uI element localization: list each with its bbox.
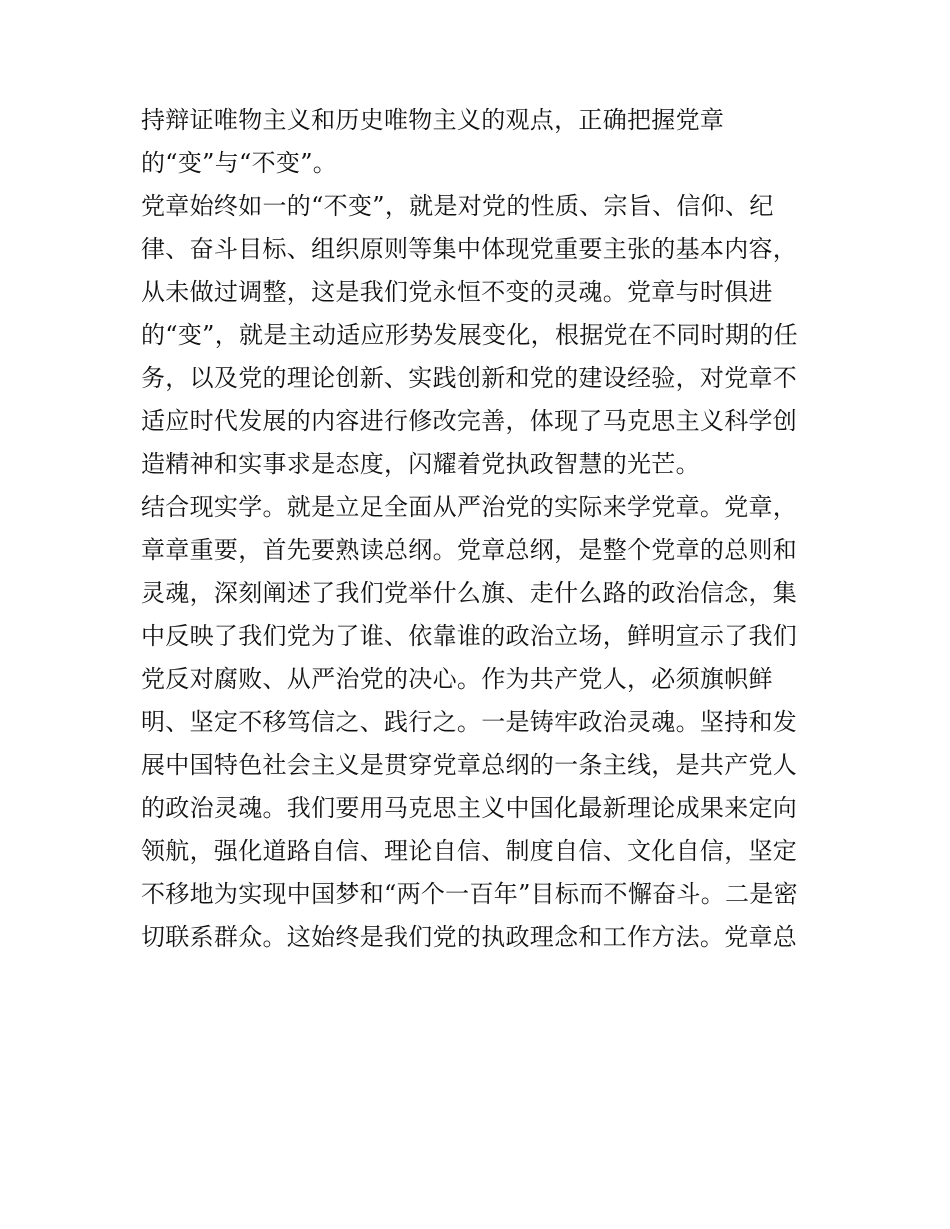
text-line: 的“变”与“不变”。	[141, 149, 338, 177]
text-line: 的“变”，就是主动适应形势发展变化，根据党在不同时期的任	[141, 321, 798, 349]
text-line: 律、奋斗目标、组织原则等集中体现党重要主张的基本内容，	[141, 235, 798, 263]
text-line: 的政治灵魂。我们要用马克思主义中国化最新理论成果来定向	[141, 794, 798, 822]
text-line: 章章重要，首先要熟读总纲。党章总纲，是整个党章的总则和	[141, 536, 798, 564]
text-line: 切联系群众。这始终是我们党的执政理念和工作方法。党章总	[141, 923, 798, 951]
text-line: 从未做过调整，这是我们党永恒不变的灵魂。党章与时俱进	[141, 278, 773, 306]
text-line: 持辩证唯物主义和历史唯物主义的观点，正确把握党章	[141, 106, 725, 134]
text-line: 务，以及党的理论创新、实践创新和党的建设经验，对党章不	[141, 364, 798, 392]
text-line: 中反映了我们党为了谁、依靠谁的政治立场，鲜明宣示了我们	[141, 622, 798, 650]
text-line: 结合现实学。就是立足全面从严治党的实际来学党章。党章，	[141, 493, 798, 521]
text-line: 明、坚定不移笃信之、践行之。一是铸牢政治灵魂。坚持和发	[141, 708, 798, 736]
text-line: 适应时代发展的内容进行修改完善，体现了马克思主义科学创	[141, 407, 798, 435]
body-text	[141, 108, 821, 968]
text-line: 党章始终如一的“不变”，就是对党的性质、宗旨、信仰、纪	[141, 192, 774, 220]
text-line: 领航，强化道路自信、理论自信、制度自信、文化自信，坚定	[141, 837, 798, 865]
text-line: 造精神和实事求是态度，闪耀着党执政智慧的光芒。	[141, 450, 700, 478]
text-line: 党反对腐败、从严治党的决心。作为共产党人，必须旗帜鲜	[141, 665, 773, 693]
text-line: 展中国特色社会主义是贯穿党章总纲的一条主线，是共产党人	[141, 751, 798, 779]
text-line: 不移地为实现中国梦和“两个一百年”目标而不懈奋斗。二是密	[141, 880, 798, 908]
text-line: 灵魂，深刻阐述了我们党举什么旗、走什么路的政治信念，集	[141, 579, 798, 607]
